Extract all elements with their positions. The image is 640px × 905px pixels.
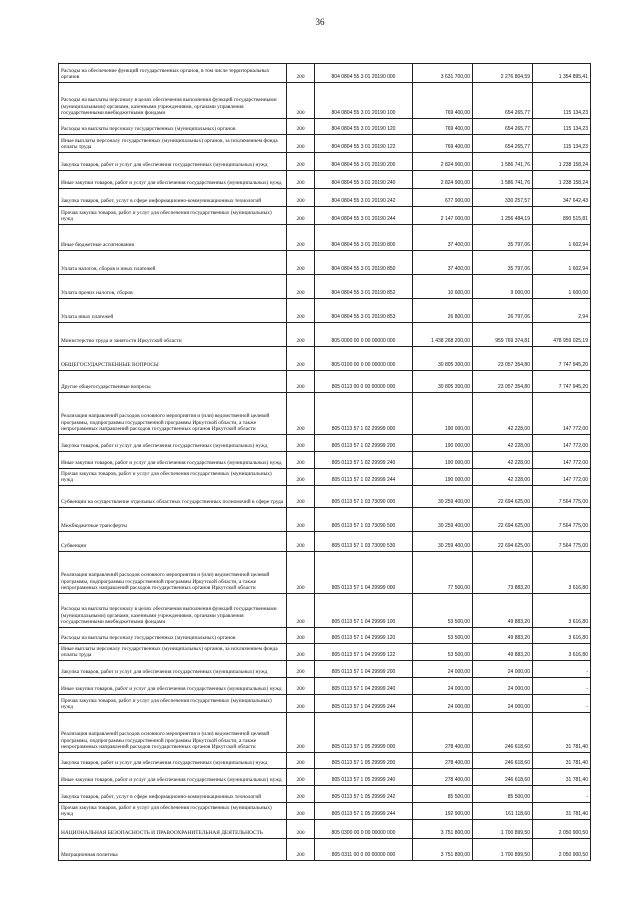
row-unexecuted-cell: 2 050 900,50 — [533, 839, 591, 861]
row-approved-cell: 30 805 300,00 — [413, 347, 473, 371]
row-executed-cell: 22 694 625,00 — [473, 532, 533, 552]
row-executed-cell: 24 000,00 — [473, 661, 533, 678]
row-kbk-cell: 804 0804 55 3 01 20190 242 — [315, 189, 413, 207]
row-executed-cell: 73 883,20 — [473, 552, 533, 594]
row-kbk-cell: 804 0804 55 3 01 20190 850 — [315, 251, 413, 275]
row-approved-cell: 3 631 700,00 — [413, 64, 473, 83]
row-kbk-cell: 805 0113 57 1 02 29999 200 — [315, 435, 413, 452]
page-number: 36 — [315, 17, 325, 27]
row-name-cell: Закупка товаров, работ и услуг для обеспечения государственных (муниципальных) нужд — [59, 435, 287, 452]
row-kbk-cell: 805 0113 57 1 05 29999 240 — [315, 769, 413, 786]
row-name-cell: Иные закупки товаров, работ и услуг для обеспечения государственных (муниципальных) нужд — [59, 452, 287, 469]
row-approved-cell: 769 400,00 — [413, 135, 473, 153]
row-kbk-cell: 805 0113 57 1 02 29999 240 — [315, 452, 413, 469]
row-unexecuted-cell: - — [533, 661, 591, 678]
row-code-cell: 200 — [287, 839, 315, 861]
row-code-cell: 200 — [287, 628, 315, 644]
row-name-cell: Закупка товаров, работ и услуг для обеспечения государственных (муниципальных) нужд — [59, 753, 287, 769]
row-approved-cell: 190 000,00 — [413, 452, 473, 469]
row-code-cell: 200 — [287, 508, 315, 532]
row-kbk-cell: 805 0113 57 1 03 73090 500 — [315, 508, 413, 532]
table-row — [59, 628, 591, 644]
table-row — [59, 803, 591, 820]
row-executed-cell: 1 586 741,76 — [473, 171, 533, 189]
row-code-cell: 200 — [287, 135, 315, 153]
row-name-cell: Закупка товаров, работ, услуг в сфере информационно-коммуникационных технологий — [59, 189, 287, 207]
row-kbk-cell: 805 0000 00 0 00 00000 000 — [315, 323, 413, 347]
row-name-cell: Закупка товаров, работ, услуг в сфере информационно-коммуникационных технологий — [59, 786, 287, 803]
row-code-cell: 200 — [287, 83, 315, 119]
row-name-cell: Иные выплаты персоналу государственных (муниципальных) органов, за исключением фонда оплаты труда — [59, 644, 287, 661]
row-unexecuted-cell: 3 616,80 — [533, 594, 591, 628]
table-row — [59, 153, 591, 171]
row-executed-cell: 9 000,00 — [473, 275, 533, 299]
row-name-cell: Расходы на обеспечение функций государственных органов, в том числе территориальных органов — [59, 64, 287, 83]
row-kbk-cell: 804 0804 55 3 01 20190 852 — [315, 275, 413, 299]
row-executed-cell: 35 797,06 — [473, 251, 533, 275]
row-kbk-cell: 804 0804 55 3 01 20190 244 — [315, 207, 413, 225]
row-code-cell: 200 — [287, 452, 315, 469]
row-approved-cell: 2 824 900,00 — [413, 153, 473, 171]
row-approved-cell: 30 259 400,00 — [413, 532, 473, 552]
row-approved-cell: 24 000,00 — [413, 661, 473, 678]
row-unexecuted-cell: 1 600,00 — [533, 275, 591, 299]
budget-table — [58, 63, 591, 861]
row-code-cell: 200 — [287, 207, 315, 225]
row-kbk-cell: 805 0113 57 1 05 29999 000 — [315, 713, 413, 753]
row-name-cell: Расходы на выплаты персоналу государственных (муниципальных) органов — [59, 628, 287, 644]
row-code-cell: 200 — [287, 119, 315, 135]
table-row — [59, 119, 591, 135]
row-unexecuted-cell: 115 134,23 — [533, 135, 591, 153]
table-row — [59, 839, 591, 861]
row-kbk-cell: 805 0311 00 0 00 00000 000 — [315, 839, 413, 861]
row-name-cell: Прочая закупка товаров, работ и услуг для обеспечения государственных (муниципальных) нужд — [59, 803, 287, 820]
row-kbk-cell: 804 0804 55 3 01 20190 120 — [315, 119, 413, 135]
row-code-cell: 200 — [287, 251, 315, 275]
table-row — [59, 713, 591, 753]
row-unexecuted-cell: 147 772,00 — [533, 469, 591, 486]
row-unexecuted-cell: 115 134,23 — [533, 119, 591, 135]
row-name-cell: Прочая закупка товаров, работ и услуг для обеспечения государственных (муниципальных) нужд — [59, 207, 287, 225]
row-code-cell: 200 — [287, 189, 315, 207]
row-executed-cell: 246 618,60 — [473, 713, 533, 753]
row-executed-cell: 1 700 899,50 — [473, 839, 533, 861]
table-row — [59, 644, 591, 661]
table-row — [59, 486, 591, 508]
row-approved-cell: 24 000,00 — [413, 695, 473, 713]
row-code-cell: 200 — [287, 644, 315, 661]
row-approved-cell: 192 900,00 — [413, 803, 473, 820]
row-name-cell: Расходы на выплаты персоналу государственных (муниципальных) органов — [59, 119, 287, 135]
row-name-cell: Миграционная политика — [59, 839, 287, 861]
row-unexecuted-cell: 3 616,80 — [533, 552, 591, 594]
table-row — [59, 393, 591, 435]
row-approved-cell: 85 500,00 — [413, 786, 473, 803]
row-unexecuted-cell: 1 354 895,41 — [533, 64, 591, 83]
row-code-cell: 200 — [287, 594, 315, 628]
row-executed-cell: 42 228,00 — [473, 469, 533, 486]
row-unexecuted-cell: 1 238 158,24 — [533, 171, 591, 189]
row-unexecuted-cell: - — [533, 678, 591, 695]
row-executed-cell: 26 797,06 — [473, 299, 533, 323]
row-kbk-cell: 805 0113 57 1 04 29999 120 — [315, 628, 413, 644]
row-name-cell: Закупка товаров, работ и услуг для обеспечения государственных (муниципальных) нужд — [59, 661, 287, 678]
row-kbk-cell: 805 0300 00 0 00 00000 000 — [315, 820, 413, 839]
row-executed-cell: 654 265,77 — [473, 119, 533, 135]
row-name-cell: ОБЩЕГОСУДАРСТВЕННЫЕ ВОПРОСЫ — [59, 347, 287, 371]
budget-table-body — [59, 64, 591, 861]
row-name-cell: Уплата иных платежей — [59, 299, 287, 323]
table-row — [59, 135, 591, 153]
row-kbk-cell: 805 0113 57 1 04 29999 200 — [315, 661, 413, 678]
row-name-cell: Прочая закупка товаров, работ и услуг для обеспечения государственных (муниципальных) нужд — [59, 469, 287, 486]
row-code-cell: 200 — [287, 299, 315, 323]
row-name-cell: Расходы на выплаты персоналу в целях обеспечения выполнения функций государственными (муниципальными) органами, казенными учреждениями, органами управления государственными внебюджетными фондами — [59, 594, 287, 628]
row-unexecuted-cell: 31 781,40 — [533, 803, 591, 820]
table-row — [59, 64, 591, 83]
row-code-cell: 200 — [287, 803, 315, 820]
row-executed-cell: 49 883,20 — [473, 644, 533, 661]
row-unexecuted-cell: 7 564 775,00 — [533, 486, 591, 508]
row-code-cell: 200 — [287, 486, 315, 508]
row-unexecuted-cell: 3 616,80 — [533, 628, 591, 644]
row-unexecuted-cell: 7 747 945,20 — [533, 371, 591, 393]
row-approved-cell: 37 400,00 — [413, 251, 473, 275]
row-approved-cell: 30 259 400,00 — [413, 508, 473, 532]
row-kbk-cell: 805 0113 57 1 05 29999 244 — [315, 803, 413, 820]
row-name-cell: Иные бюджетные ассигнования — [59, 225, 287, 251]
row-name-cell: Субвенции — [59, 532, 287, 552]
row-executed-cell: 330 257,57 — [473, 189, 533, 207]
table-row — [59, 753, 591, 769]
row-unexecuted-cell: 3 616,80 — [533, 644, 591, 661]
row-executed-cell: 22 694 625,00 — [473, 486, 533, 508]
row-kbk-cell: 805 0113 57 1 04 29999 000 — [315, 552, 413, 594]
row-approved-cell: 190 000,00 — [413, 469, 473, 486]
row-code-cell: 200 — [287, 275, 315, 299]
row-code-cell: 200 — [287, 469, 315, 486]
table-row — [59, 786, 591, 803]
row-executed-cell: 23 057 354,80 — [473, 371, 533, 393]
row-kbk-cell: 804 0804 55 3 01 20190 240 — [315, 171, 413, 189]
row-kbk-cell: 804 0804 55 3 01 20190 100 — [315, 83, 413, 119]
row-name-cell: Межбюджетные трансферты — [59, 508, 287, 532]
row-unexecuted-cell: 31 781,40 — [533, 753, 591, 769]
row-kbk-cell: 805 0113 57 1 03 73090 000 — [315, 486, 413, 508]
row-unexecuted-cell: 115 134,23 — [533, 83, 591, 119]
row-approved-cell: 30 259 400,00 — [413, 486, 473, 508]
row-approved-cell: 53 500,00 — [413, 644, 473, 661]
row-code-cell: 200 — [287, 347, 315, 371]
table-row — [59, 532, 591, 552]
row-unexecuted-cell: 478 959 025,19 — [533, 323, 591, 347]
table-row — [59, 207, 591, 225]
row-approved-cell: 30 805 300,00 — [413, 371, 473, 393]
row-name-cell: Закупка товаров, работ и услуг для обеспечения государственных (муниципальных) нужд — [59, 153, 287, 171]
row-executed-cell: 2 276 804,59 — [473, 64, 533, 83]
row-approved-cell: 37 400,00 — [413, 225, 473, 251]
row-approved-cell: 2 147 000,00 — [413, 207, 473, 225]
row-name-cell: Субвенции на осуществление отдельных областных государственных полномочий в сфере труда — [59, 486, 287, 508]
row-unexecuted-cell: 7 747 945,20 — [533, 347, 591, 371]
row-approved-cell: 278 400,00 — [413, 769, 473, 786]
row-unexecuted-cell: - — [533, 786, 591, 803]
row-executed-cell: 959 769 374,81 — [473, 323, 533, 347]
table-row — [59, 769, 591, 786]
row-unexecuted-cell: 347 642,43 — [533, 189, 591, 207]
table-row — [59, 189, 591, 207]
row-approved-cell: 2 824 900,00 — [413, 171, 473, 189]
row-unexecuted-cell: 1 238 158,24 — [533, 153, 591, 171]
row-unexecuted-cell: 7 564 775,00 — [533, 508, 591, 532]
table-row — [59, 508, 591, 532]
row-code-cell: 200 — [287, 552, 315, 594]
row-approved-cell: 1 438 268 200,00 — [413, 323, 473, 347]
row-unexecuted-cell: 147 772,00 — [533, 393, 591, 435]
row-kbk-cell: 805 0113 57 1 04 29999 240 — [315, 678, 413, 695]
row-code-cell: 200 — [287, 678, 315, 695]
row-unexecuted-cell: 2,94 — [533, 299, 591, 323]
row-kbk-cell: 804 0804 55 3 01 20190 853 — [315, 299, 413, 323]
row-code-cell: 200 — [287, 225, 315, 251]
row-code-cell: 200 — [287, 713, 315, 753]
row-approved-cell: 3 751 800,00 — [413, 820, 473, 839]
table-row — [59, 251, 591, 275]
row-executed-cell: 1 256 484,19 — [473, 207, 533, 225]
row-name-cell: Реализация направлений расходов основного мероприятия и (или) ведомственной целевой программы, подпрограммы государственной программы Иркутской области, а также непрограммных направлений расходов государственных органов Иркутской области — [59, 393, 287, 435]
row-unexecuted-cell: 31 781,40 — [533, 769, 591, 786]
row-approved-cell: 77 500,00 — [413, 552, 473, 594]
row-name-cell: Иные выплаты персоналу государственных (муниципальных) органов, за исключением фонда оплаты труда — [59, 135, 287, 153]
row-code-cell: 200 — [287, 786, 315, 803]
table-row — [59, 695, 591, 713]
row-executed-cell: 654 265,77 — [473, 83, 533, 119]
row-kbk-cell: 805 0113 57 1 04 29999 122 — [315, 644, 413, 661]
row-approved-cell: 190 000,00 — [413, 393, 473, 435]
row-name-cell: Реализация направлений расходов основного мероприятия и (или) ведомственной целевой программы, подпрограммы государственной программы Иркутской области, а также непрограммных направлений расходов государственных органов Иркутской области — [59, 552, 287, 594]
row-name-cell: Министерство труда и занятости Иркутской области — [59, 323, 287, 347]
table-row — [59, 323, 591, 347]
row-name-cell: Иные закупки товаров, работ и услуг для обеспечения государственных (муниципальных) нужд — [59, 171, 287, 189]
row-unexecuted-cell: 31 781,40 — [533, 713, 591, 753]
table-row — [59, 552, 591, 594]
row-kbk-cell: 805 0113 57 1 04 29999 100 — [315, 594, 413, 628]
row-code-cell: 200 — [287, 393, 315, 435]
row-executed-cell: 24 000,00 — [473, 678, 533, 695]
row-name-cell: Иные закупки товаров, работ и услуг для обеспечения государственных (муниципальных) нужд — [59, 769, 287, 786]
row-approved-cell: 278 400,00 — [413, 713, 473, 753]
row-approved-cell: 10 600,00 — [413, 275, 473, 299]
row-name-cell: Прочая закупка товаров, работ и услуг для обеспечения государственных (муниципальных) нужд — [59, 695, 287, 713]
row-kbk-cell: 805 0113 00 0 00 00000 000 — [315, 371, 413, 393]
row-approved-cell: 53 500,00 — [413, 594, 473, 628]
row-code-cell: 200 — [287, 753, 315, 769]
row-code-cell: 200 — [287, 171, 315, 189]
row-executed-cell: 23 057 354,80 — [473, 347, 533, 371]
table-row — [59, 83, 591, 119]
row-kbk-cell: 805 0113 57 1 02 29999 244 — [315, 469, 413, 486]
row-name-cell: Уплата налогов, сборов и иных платежей — [59, 251, 287, 275]
row-kbk-cell: 805 0113 57 1 05 29999 200 — [315, 753, 413, 769]
row-unexecuted-cell: 1 602,94 — [533, 225, 591, 251]
table-row — [59, 452, 591, 469]
row-name-cell: Реализация направлений расходов основного мероприятия и (или) ведомственной целевой программы, подпрограммы государственной программы Иркутской области, а также непрограммных направлений расходов государственных органов Иркутской области — [59, 713, 287, 753]
row-name-cell: Другие общегосударственные вопросы — [59, 371, 287, 393]
row-approved-cell: 677 900,00 — [413, 189, 473, 207]
row-name-cell: НАЦИОНАЛЬНАЯ БЕЗОПАСНОСТЬ И ПРАВООХРАНИТЕЛЬНАЯ ДЕЯТЕЛЬНОСТЬ — [59, 820, 287, 839]
row-executed-cell: 85 500,00 — [473, 786, 533, 803]
row-code-cell: 200 — [287, 661, 315, 678]
table-row — [59, 275, 591, 299]
row-unexecuted-cell: 1 602,94 — [533, 251, 591, 275]
row-kbk-cell: 805 0113 57 1 02 29999 000 — [315, 393, 413, 435]
row-executed-cell: 24 000,00 — [473, 695, 533, 713]
row-executed-cell: 22 694 625,00 — [473, 508, 533, 532]
row-approved-cell: 3 751 800,00 — [413, 839, 473, 861]
row-code-cell: 200 — [287, 371, 315, 393]
table-row — [59, 299, 591, 323]
row-code-cell: 200 — [287, 323, 315, 347]
row-kbk-cell: 805 0113 57 1 05 29999 242 — [315, 786, 413, 803]
table-row — [59, 171, 591, 189]
row-approved-cell: 769 400,00 — [413, 119, 473, 135]
row-executed-cell: 1 586 741,76 — [473, 153, 533, 171]
row-executed-cell: 35 797,06 — [473, 225, 533, 251]
row-code-cell: 200 — [287, 435, 315, 452]
row-name-cell: Расходы на выплаты персоналу в целях обеспечения выполнения функций государственными (муниципальными) органами, казенными учреждениями, органами управления государственными внебюджетными фондами — [59, 83, 287, 119]
row-approved-cell: 190 000,00 — [413, 435, 473, 452]
row-executed-cell: 42 228,00 — [473, 452, 533, 469]
row-approved-cell: 278 400,00 — [413, 753, 473, 769]
row-kbk-cell: 804 0804 55 3 01 20190 200 — [315, 153, 413, 171]
row-unexecuted-cell: 7 564 775,00 — [533, 532, 591, 552]
row-executed-cell: 49 883,20 — [473, 594, 533, 628]
row-kbk-cell: 805 0113 57 1 04 29999 244 — [315, 695, 413, 713]
row-executed-cell: 246 618,60 — [473, 769, 533, 786]
row-unexecuted-cell: 890 515,81 — [533, 207, 591, 225]
row-executed-cell: 1 700 899,50 — [473, 820, 533, 839]
table-row — [59, 435, 591, 452]
row-unexecuted-cell: 2 050 900,50 — [533, 820, 591, 839]
row-code-cell: 200 — [287, 532, 315, 552]
row-code-cell: 200 — [287, 153, 315, 171]
row-unexecuted-cell: - — [533, 695, 591, 713]
row-executed-cell: 42 228,00 — [473, 435, 533, 452]
table-row — [59, 678, 591, 695]
table-row — [59, 661, 591, 678]
row-unexecuted-cell: 147 772,00 — [533, 435, 591, 452]
row-executed-cell: 42 228,00 — [473, 393, 533, 435]
table-row — [59, 347, 591, 371]
row-unexecuted-cell: 147 772,00 — [533, 452, 591, 469]
row-code-cell: 200 — [287, 695, 315, 713]
table-row — [59, 820, 591, 839]
row-kbk-cell: 804 0804 55 3 01 20190 000 — [315, 64, 413, 83]
row-kbk-cell: 805 0113 57 1 03 73090 530 — [315, 532, 413, 552]
row-executed-cell: 161 118,60 — [473, 803, 533, 820]
row-approved-cell: 24 000,00 — [413, 678, 473, 695]
row-approved-cell: 769 400,00 — [413, 83, 473, 119]
row-executed-cell: 654 265,77 — [473, 135, 533, 153]
row-code-cell: 200 — [287, 820, 315, 839]
table-row — [59, 225, 591, 251]
table-row — [59, 469, 591, 486]
row-code-cell: 200 — [287, 64, 315, 83]
row-executed-cell: 246 618,60 — [473, 753, 533, 769]
row-kbk-cell: 805 0100 00 0 00 00000 000 — [315, 347, 413, 371]
table-row — [59, 594, 591, 628]
row-name-cell: Уплата прочих налогов, сборов — [59, 275, 287, 299]
row-kbk-cell: 804 0804 55 3 01 20190 800 — [315, 225, 413, 251]
row-kbk-cell: 804 0804 55 3 01 20190 122 — [315, 135, 413, 153]
row-approved-cell: 53 500,00 — [413, 628, 473, 644]
row-code-cell: 200 — [287, 769, 315, 786]
row-name-cell: Иные закупки товаров, работ и услуг для обеспечения государственных (муниципальных) нужд — [59, 678, 287, 695]
table-row — [59, 371, 591, 393]
row-approved-cell: 26 800,00 — [413, 299, 473, 323]
row-executed-cell: 49 883,20 — [473, 628, 533, 644]
